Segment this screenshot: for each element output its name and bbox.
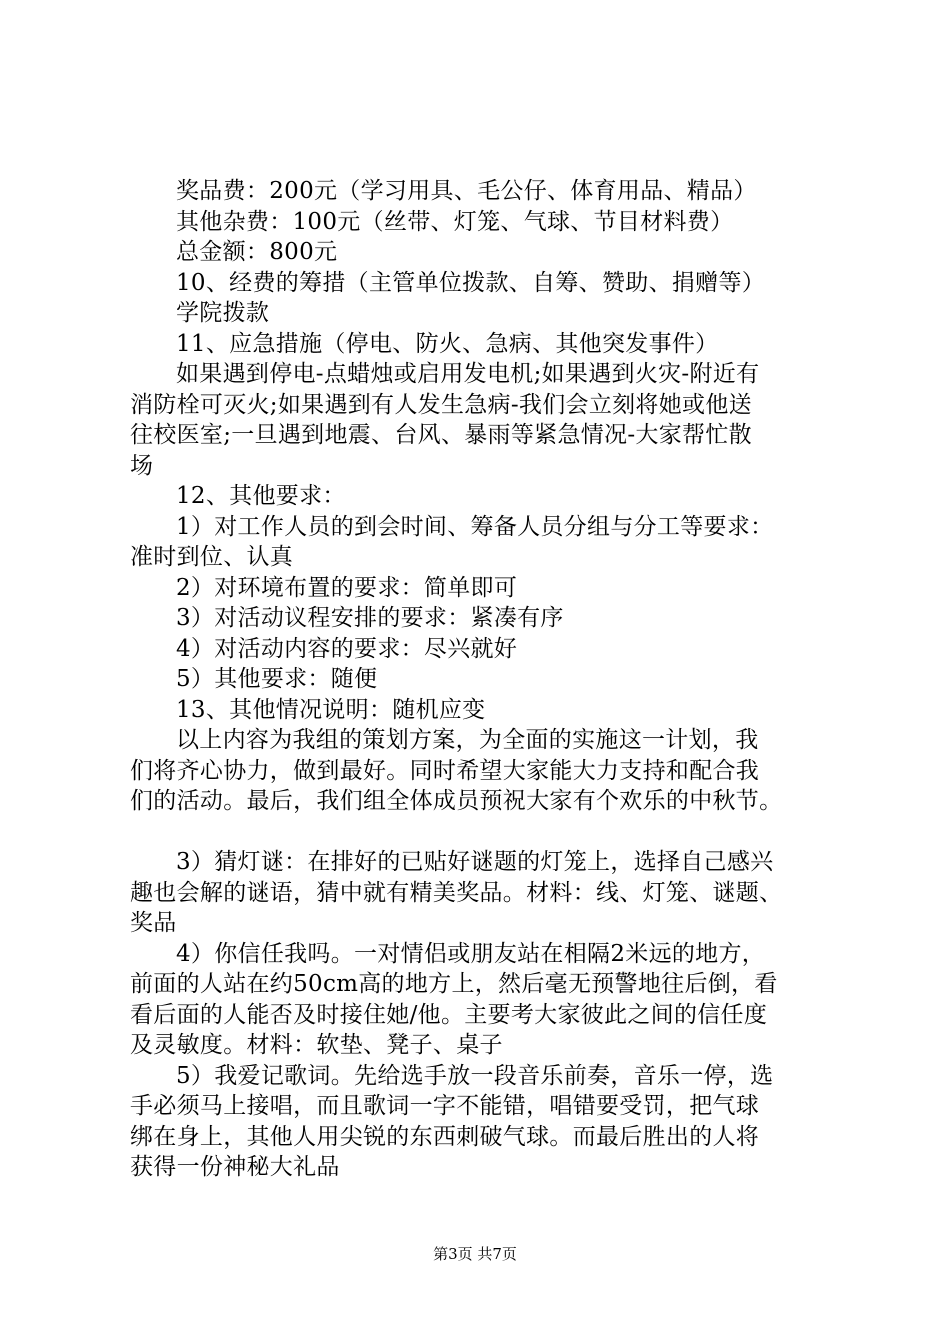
activity-item: 4）你信任我吗。一对情侣或朋友站在相隔2米远的地方， xyxy=(176,940,766,967)
section-11-heading: 11、应急措施（停电、防火、急病、其他突发事件） xyxy=(176,330,719,357)
paragraph-line: 们将齐心协力，做到最好。同时希望大家能大力支持和配合我 xyxy=(130,757,760,784)
section-10-heading: 10、经费的筹措（主管单位拨款、自筹、赞助、捐赠等） xyxy=(176,269,766,296)
document-body xyxy=(130,176,830,1183)
paragraph-line: 手必须马上接唱，而且歌词一字不能错，唱错要受罚，把气球 xyxy=(130,1093,760,1119)
section-13-heading: 13、其他情况说明：随机应变 xyxy=(176,696,486,723)
list-item: 3）对活动议程安排的要求：紧凑有序 xyxy=(176,605,564,631)
activity-item: 5）我爱记歌词。先给选手放一段音乐前奏，音乐一停，选 xyxy=(176,1062,774,1089)
list-item-continuation: 准时到位、认真 xyxy=(130,544,294,570)
paragraph-line: 如果遇到停电-点蜡烛或启用发电机;如果遇到火灾-附近有 xyxy=(176,361,760,387)
paragraph-line: 绑在身上，其他人用尖锐的东西刺破气球。而最后胜出的人将 xyxy=(130,1123,760,1150)
section-12-heading: 12、其他要求： xyxy=(176,483,346,509)
paragraph-line: 们的活动。最后，我们组全体成员预祝大家有个欢乐的中秋节。 xyxy=(130,788,783,814)
total-amount-line: 总金额：800元 xyxy=(176,239,338,265)
page-number-footer: 第3页 共7页 xyxy=(433,1245,517,1263)
paragraph-line: 前面的人站在约50cm高的地方上，然后毫无预警地往后倒，看 xyxy=(130,971,778,997)
paragraph-line: 消防栓可灭火;如果遇到有人发生急病-我们会立刻将她或他送 xyxy=(130,391,752,418)
paragraph-line: 趣也会解的谜语，猜中就有精美奖品。材料：线、灯笼、谜题、 xyxy=(130,879,783,906)
paragraph-line: 获得一份神秘大礼品 xyxy=(130,1154,340,1180)
paragraph-line: 场 xyxy=(130,452,154,479)
misc-cost-line: 其他杂费：100元（丝带、灯笼、气球、节目材料费） xyxy=(176,208,734,235)
activity-item: 3）猜灯谜：在排好的已贴好谜题的灯笼上，选择自己感兴 xyxy=(176,849,774,875)
list-item: 1）对工作人员的到会时间、筹备人员分组与分工等要求： xyxy=(176,513,774,540)
list-item: 4）对活动内容的要求：尽兴就好 xyxy=(176,635,518,662)
prize-cost-line: 奖品费：200元（学习用具、毛公仔、体育用品、精品） xyxy=(176,178,757,204)
paragraph-line: 以上内容为我组的策划方案，为全面的实施这一计划，我 xyxy=(176,727,759,753)
paragraph-line: 往校医室;一旦遇到地震、台风、暴雨等紧急情况-大家帮忙散 xyxy=(130,422,752,448)
paragraph-line: 看后面的人能否及时接住她/他。主要考大家彼此之间的信任度 xyxy=(130,1001,768,1028)
list-item: 2）对环境布置的要求：简单即可 xyxy=(176,574,518,601)
section-10-text: 学院拨款 xyxy=(176,300,270,326)
list-item: 5）其他要求：随便 xyxy=(176,666,378,692)
paragraph-line: 奖品 xyxy=(130,910,177,936)
blank-line xyxy=(130,817,830,848)
paragraph-line: 及灵敏度。材料：软垫、凳子、桌子 xyxy=(130,1032,503,1058)
